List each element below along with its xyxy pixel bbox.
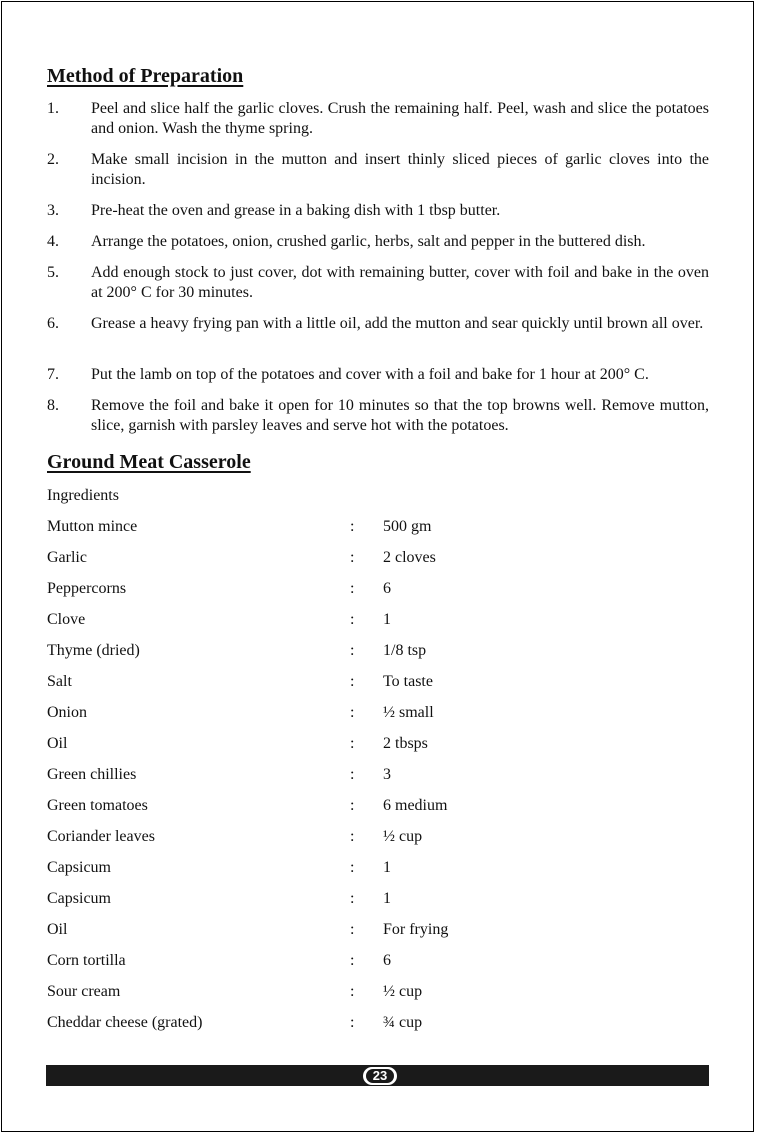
- ingredient-quantity: ½ cup: [383, 828, 423, 845]
- step-number: 1.: [47, 100, 59, 117]
- ingredient-quantity: 3: [383, 766, 391, 783]
- step-item: [47, 365, 709, 385]
- ingredient-name: Capsicum: [47, 890, 111, 907]
- ingredient-separator: :: [350, 828, 355, 845]
- step-number: 4.: [47, 233, 59, 250]
- ingredient-separator: :: [350, 580, 355, 597]
- ingredient-name: Mutton mince: [47, 518, 138, 535]
- ingredient-name: Cheddar cheese (grated): [47, 1014, 203, 1031]
- ingredient-separator: :: [350, 1014, 355, 1031]
- ingredient-quantity: 2 cloves: [383, 549, 436, 566]
- step-item: [47, 396, 709, 436]
- ingredient-name: Corn tortilla: [47, 952, 126, 969]
- ingredient-row: [47, 703, 709, 723]
- ingredient-separator: :: [350, 518, 355, 535]
- ingredient-name: Green chillies: [47, 766, 137, 783]
- ingredient-row: [47, 951, 709, 971]
- step-item: [47, 99, 709, 139]
- ingredient-row: [47, 796, 709, 816]
- step-text: Peel and slice half the garlic cloves. Crush the remaining half. Peel, wash and slice the potatoes and onion. Wash the thyme spring.: [91, 100, 709, 137]
- step-text: Remove the foil and bake it open for 10 minutes so that the top browns well. Remove mutton, slice, garnish with parsley leaves and serve hot with the potatoes.: [91, 397, 709, 434]
- step-item: [47, 314, 709, 334]
- step-text: Make small incision in the mutton and insert thinly sliced pieces of garlic cloves into the incision.: [91, 151, 709, 188]
- ingredient-row: [47, 641, 709, 661]
- ingredient-name: Oil: [47, 735, 68, 752]
- ingredient-quantity: For frying: [383, 921, 449, 938]
- ingredient-separator: :: [350, 549, 355, 566]
- ingredient-row: [47, 982, 709, 1002]
- step-text: Add enough stock to just cover, dot with remaining butter, cover with foil and bake in the oven at 200° C for 30 minutes.: [91, 264, 709, 301]
- ingredient-quantity: 500 gm: [383, 518, 432, 535]
- ingredient-separator: :: [350, 766, 355, 783]
- ingredient-separator: :: [350, 797, 355, 814]
- step-item: [47, 263, 709, 303]
- ingredient-row: [47, 734, 709, 754]
- ingredient-row: [47, 920, 709, 940]
- page-number-badge: [363, 1067, 397, 1085]
- ingredient-name: Capsicum: [47, 859, 111, 876]
- recipe-heading: Ground Meat Casserole: [47, 451, 251, 473]
- ingredient-quantity: ½ cup: [383, 983, 423, 1000]
- step-number: 6.: [47, 315, 59, 332]
- ingredient-quantity: ¾ cup: [383, 1014, 423, 1031]
- ingredient-name: Coriander leaves: [47, 828, 155, 845]
- step-text: Grease a heavy frying pan with a little oil, add the mutton and sear quickly until brown all over.: [91, 315, 704, 332]
- ingredient-name: Green tomatoes: [47, 797, 148, 814]
- step-number: 7.: [47, 366, 59, 383]
- step-item: [47, 150, 709, 190]
- ingredient-quantity: To taste: [383, 673, 433, 690]
- ingredient-row: [47, 765, 709, 785]
- ingredient-name: Thyme (dried): [47, 642, 140, 659]
- step-number: 2.: [47, 151, 59, 168]
- ingredient-separator: :: [350, 735, 355, 752]
- step-text: Put the lamb on top of the potatoes and cover with a foil and bake for 1 hour at 200° C.: [91, 366, 649, 383]
- step-text: Pre-heat the oven and grease in a baking dish with 1 tbsp butter.: [91, 202, 501, 219]
- footer-bar: [46, 1065, 709, 1086]
- ingredient-row: [47, 579, 709, 599]
- ingredient-row: [47, 610, 709, 630]
- step-text: Arrange the potatoes, onion, crushed garlic, herbs, salt and pepper in the buttered dish.: [91, 233, 646, 250]
- ingredient-row: [47, 1013, 709, 1033]
- ingredient-name: Garlic: [47, 549, 87, 566]
- ingredient-quantity: 1: [383, 890, 391, 907]
- ingredient-quantity: 1: [383, 859, 391, 876]
- ingredient-separator: :: [350, 673, 355, 690]
- ingredient-separator: :: [350, 704, 355, 721]
- ingredient-name: Clove: [47, 611, 86, 628]
- ingredient-separator: :: [350, 611, 355, 628]
- ingredient-separator: :: [350, 921, 355, 938]
- ingredient-name: Onion: [47, 704, 87, 721]
- ingredient-separator: :: [350, 890, 355, 907]
- ingredient-separator: :: [350, 642, 355, 659]
- step-item: [47, 232, 709, 252]
- step-item: [47, 201, 709, 221]
- ingredient-quantity: 6 medium: [383, 797, 448, 814]
- ingredient-name: Peppercorns: [47, 580, 127, 597]
- ingredient-quantity: 2 tbsps: [383, 735, 428, 752]
- page-number: 23: [366, 1069, 394, 1083]
- ingredient-row: [47, 517, 709, 537]
- ingredient-row: [47, 827, 709, 847]
- ingredient-separator: :: [350, 952, 355, 969]
- ingredient-quantity: ½ small: [383, 704, 434, 721]
- ingredient-separator: :: [350, 983, 355, 1000]
- ingredient-name: Salt: [47, 673, 72, 690]
- ingredients-label: Ingredients: [47, 487, 119, 504]
- ingredient-quantity: 1/8 tsp: [383, 642, 427, 659]
- ingredient-quantity: 6: [383, 952, 391, 969]
- ingredient-row: [47, 858, 709, 878]
- step-number: 8.: [47, 397, 59, 414]
- ingredient-name: Sour cream: [47, 983, 121, 1000]
- ingredient-row: [47, 548, 709, 568]
- ingredient-row: [47, 672, 709, 692]
- ingredient-row: [47, 889, 709, 909]
- ingredient-quantity: 6: [383, 580, 391, 597]
- ingredient-name: Oil: [47, 921, 68, 938]
- method-heading: Method of Preparation: [47, 65, 244, 87]
- step-number: 5.: [47, 264, 59, 281]
- ingredient-quantity: 1: [383, 611, 391, 628]
- step-number: 3.: [47, 202, 59, 219]
- ingredient-separator: :: [350, 859, 355, 876]
